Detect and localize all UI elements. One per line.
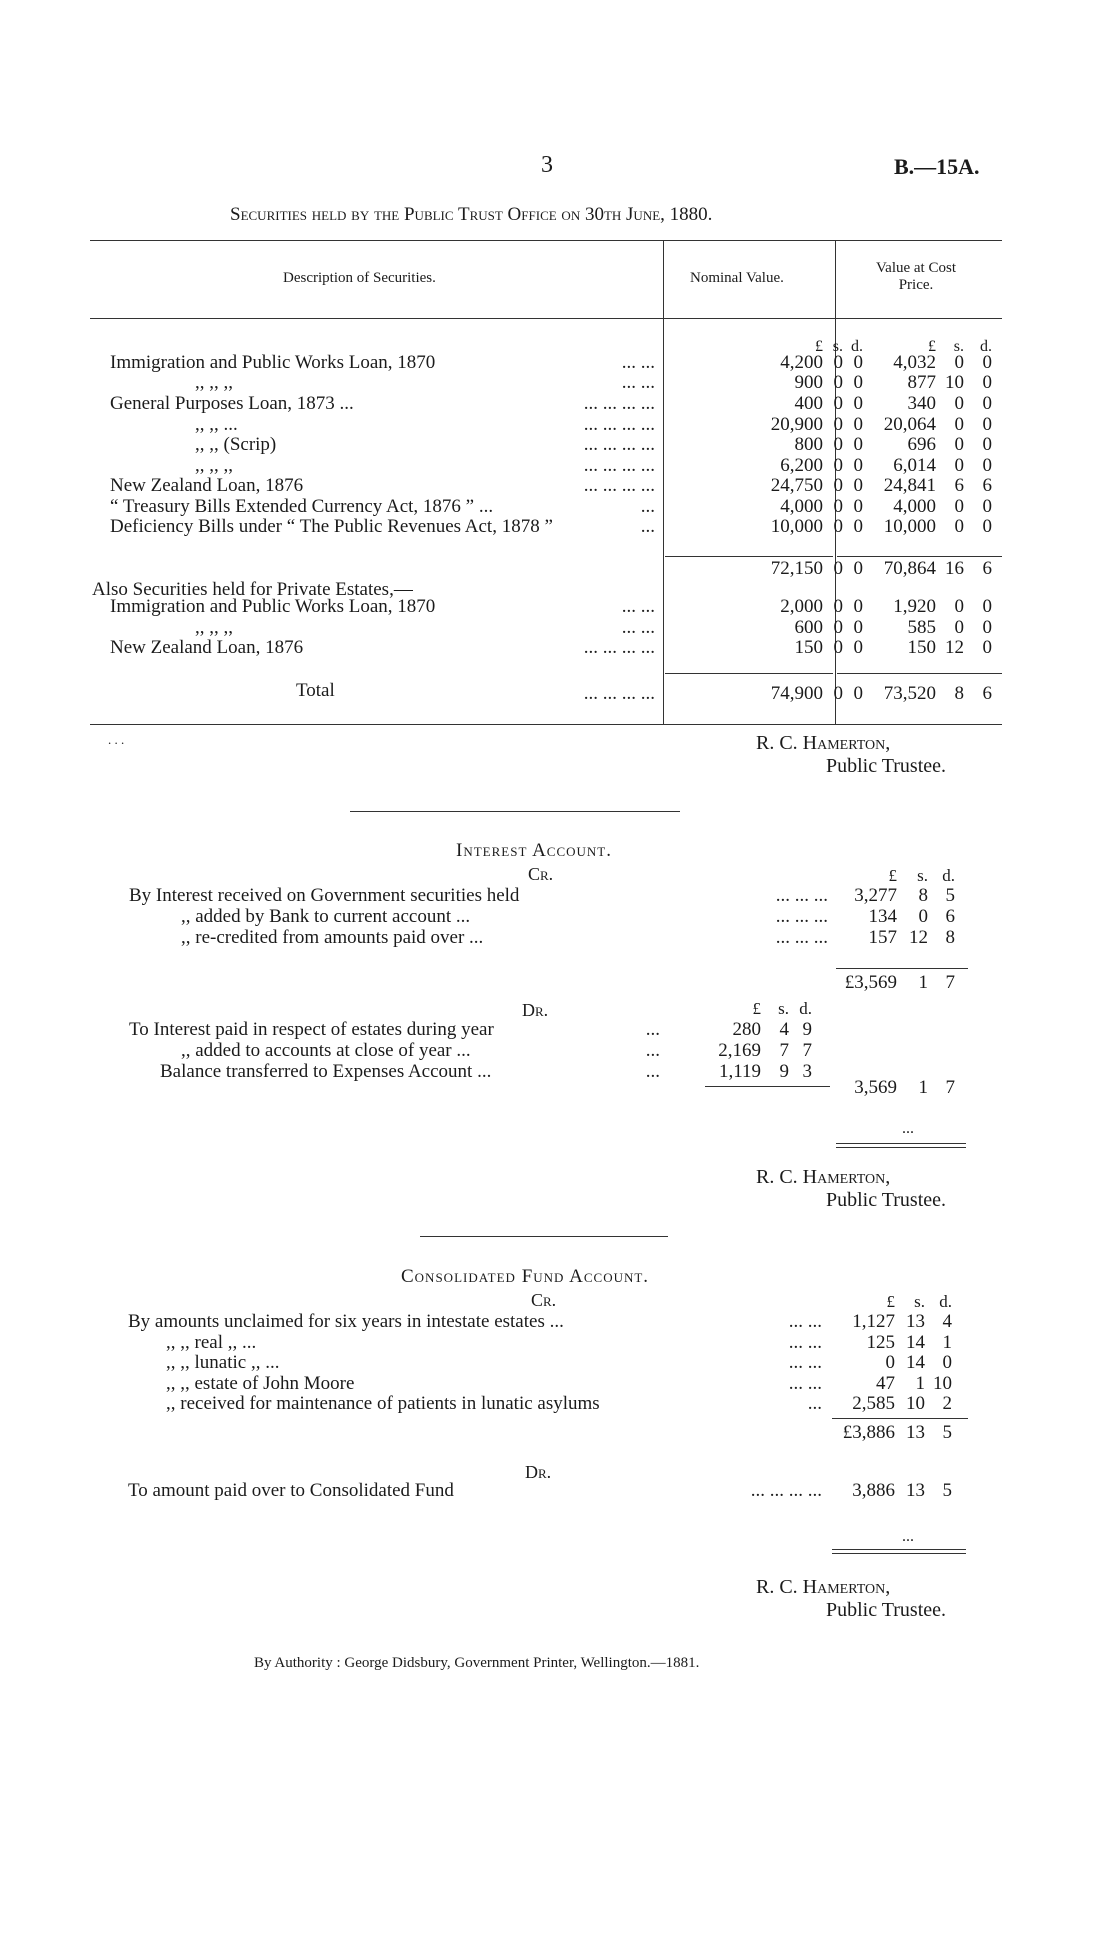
amount-pounds: 72,150: [770, 558, 823, 579]
amount-pounds: 4,200: [780, 352, 823, 373]
leader-dots: ...: [807, 1393, 822, 1414]
amount-shillings: 4: [779, 1019, 789, 1040]
leader-dots: ...: [640, 496, 655, 517]
amount-pence: 6: [982, 683, 992, 704]
account-description: ,, added to accounts at close of year ...: [181, 1040, 471, 1061]
amount-pounds: 125: [866, 1332, 895, 1353]
amount-shillings: 12: [945, 637, 964, 658]
leader-dots: ... ...: [788, 1332, 822, 1353]
amount-shillings: 8: [918, 885, 928, 906]
unit-shilling: s.: [832, 338, 843, 355]
amount-pounds: 6,014: [893, 455, 936, 476]
interest-dr-rule: [705, 1086, 830, 1087]
security-description: ,, ,, (Scrip): [195, 434, 277, 455]
amount-pounds: 47: [876, 1373, 895, 1394]
security-description: General Purposes Loan, 1873 ...: [110, 393, 354, 414]
amount-pounds: 20,064: [883, 414, 936, 435]
unit-pence: d.: [851, 338, 863, 355]
amount-pence: 0: [942, 1352, 952, 1373]
account-description: By Interest received on Government securities held: [129, 885, 520, 906]
amount-pounds: 877: [907, 372, 936, 393]
amount-shillings: 1: [915, 1373, 925, 1394]
amount-pence: 1: [942, 1332, 952, 1353]
amount-pounds: 2,000: [780, 596, 823, 617]
leader-dots: ... ... ... ...: [583, 393, 655, 414]
amount-pence: 0: [853, 414, 863, 435]
leader-dots: ... ...: [621, 596, 655, 617]
amount-pounds: 73,520: [883, 683, 936, 704]
amount-pence: 0: [853, 352, 863, 373]
amount-shillings: 9: [779, 1061, 789, 1082]
amount-shillings: 0: [954, 352, 964, 373]
amount-shillings: 13: [906, 1422, 925, 1443]
amount-shillings: 0: [833, 558, 843, 579]
unit-pence: d.: [799, 999, 812, 1018]
amount-pounds: 10,000: [770, 516, 823, 537]
amount-pounds: 696: [907, 434, 936, 455]
amount-shillings: 0: [918, 906, 928, 927]
table-top-rule: [90, 240, 1002, 241]
amount-shillings: 0: [954, 516, 964, 537]
amount-shillings: 1: [918, 1077, 928, 1098]
security-description: Deficiency Bills under “ The Public Revenues Act, 1878 ”: [110, 516, 553, 537]
amount-pence: 0: [853, 683, 863, 704]
amount-shillings: 8: [954, 683, 964, 704]
amount-pence: 0: [982, 455, 992, 476]
amount-pounds: £3,886: [842, 1422, 895, 1443]
amount-pounds: 585: [907, 617, 936, 638]
account-description: ,, ,, lunatic ,, ...: [166, 1352, 280, 1373]
document-reference: B.—15A.: [894, 154, 980, 179]
account-description: By amounts unclaimed for six years in intestate estates ...: [128, 1311, 564, 1332]
interest-ellipsis: ...: [902, 1120, 914, 1137]
amount-shillings: 0: [954, 414, 964, 435]
amount-shillings: 0: [833, 496, 843, 517]
leader-dots: ... ... ...: [775, 885, 828, 906]
amount-pounds: 24,841: [883, 475, 936, 496]
leader-dots: ... ... ... ...: [750, 1480, 822, 1501]
amount-pence: 0: [982, 372, 992, 393]
unit-shilling: s.: [953, 338, 964, 355]
amount-pounds: 0: [885, 1352, 895, 1373]
amount-shillings: 13: [906, 1480, 925, 1501]
amount-pounds: 150: [907, 637, 936, 658]
consolidated-ellipsis: ...: [902, 1528, 914, 1545]
unit-shilling: s.: [917, 866, 928, 885]
amount-pence: 2: [942, 1393, 952, 1414]
security-description: ,, ,, ,,: [195, 455, 233, 476]
consolidated-cr-rule: [832, 1418, 968, 1419]
amount-pounds: 157: [868, 927, 897, 948]
amount-pence: 0: [853, 617, 863, 638]
leader-dots: ... ...: [788, 1352, 822, 1373]
amount-shillings: 7: [779, 1040, 789, 1061]
amount-pence: 0: [853, 516, 863, 537]
amount-shillings: 16: [945, 558, 964, 579]
amount-shillings: 14: [906, 1332, 925, 1353]
leader-dots: ...: [645, 1040, 660, 1061]
amount-pounds: 400: [794, 393, 823, 414]
header-cost-price: Value at Cost Price.: [876, 260, 956, 293]
amount-shillings: 12: [909, 927, 928, 948]
security-description: ,, ,, ,,: [195, 372, 233, 393]
amount-pounds: 1,920: [893, 596, 936, 617]
unit-pound: £: [886, 1292, 895, 1311]
account-description: ,, received for maintenance of patients in lunatic asylums: [166, 1393, 600, 1414]
security-description: New Zealand Loan, 1876: [110, 475, 304, 496]
leader-dots: ...: [640, 516, 655, 537]
security-description: ,, ,, ...: [195, 414, 238, 435]
amount-pence: 0: [853, 558, 863, 579]
amount-pence: 0: [982, 516, 992, 537]
amount-pounds: 2,169: [718, 1040, 761, 1061]
unit-shilling: s.: [778, 999, 789, 1018]
amount-pence: 4: [942, 1311, 952, 1332]
leader-dots: ... ... ... ...: [583, 637, 655, 658]
security-description: New Zealand Loan, 1876: [110, 637, 304, 658]
interest-cr-rule: [836, 968, 968, 969]
leader-dots: ... ...: [621, 352, 655, 373]
amount-pence: 0: [853, 596, 863, 617]
amount-pounds: 600: [794, 617, 823, 638]
total-rule: [665, 673, 833, 674]
interest-dr-label: Dr.: [522, 1000, 549, 1020]
security-description: ,, ,, ,,: [195, 617, 233, 638]
signature-name: R. C. Hamerton,: [756, 1576, 891, 1598]
header-description: Description of Securities.: [283, 270, 436, 286]
amount-pence: 6: [982, 558, 992, 579]
amount-pence: 7: [945, 1077, 955, 1098]
amount-pounds: 150: [794, 637, 823, 658]
amount-shillings: 0: [833, 617, 843, 638]
amount-pounds: 74,900: [770, 683, 823, 704]
amount-pence: 7: [945, 972, 955, 993]
amount-pence: 9: [802, 1019, 812, 1040]
signature-name: R. C. Hamerton,: [756, 732, 891, 754]
account-description: ,, ,, real ,, ...: [166, 1332, 257, 1353]
leader-dots: ... ... ... ...: [583, 414, 655, 435]
amount-pounds: 900: [794, 372, 823, 393]
amount-pounds: £3,569: [844, 972, 897, 993]
unit-pence: d.: [939, 1292, 952, 1311]
amount-pence: 0: [982, 352, 992, 373]
amount-pounds: 4,000: [893, 496, 936, 517]
amount-shillings: 0: [833, 475, 843, 496]
amount-pence: 0: [853, 434, 863, 455]
subtotal-rule: [837, 556, 1002, 557]
amount-pounds: 20,900: [770, 414, 823, 435]
leader-dots: ... ... ... ...: [583, 475, 655, 496]
page-number: 3: [541, 152, 553, 178]
leader-dots: ... ... ... ...: [583, 683, 655, 704]
table-bottom-rule: [90, 724, 1002, 725]
unit-pence: d.: [980, 338, 992, 355]
table-header-rule: [90, 318, 1002, 319]
amount-pounds: 4,000: [780, 496, 823, 517]
unit-pence: d.: [942, 866, 955, 885]
amount-pence: 6: [982, 475, 992, 496]
amount-shillings: 6: [954, 475, 964, 496]
amount-shillings: 14: [906, 1352, 925, 1373]
double-rule: [832, 1549, 966, 1550]
securities-title: Securities held by the Public Trust Office on 30th June, 1880.: [230, 204, 713, 225]
amount-shillings: 0: [954, 434, 964, 455]
leader-dots: ... ... ...: [775, 927, 828, 948]
amount-pounds: 800: [794, 434, 823, 455]
amount-pence: 7: [802, 1040, 812, 1061]
amount-pounds: 3,569: [854, 1077, 897, 1098]
leader-dots: ... ...: [788, 1311, 822, 1332]
account-description: ,, ,, estate of John Moore: [166, 1373, 355, 1394]
account-description: Balance transferred to Expenses Account ...: [160, 1061, 492, 1082]
amount-shillings: 1: [918, 972, 928, 993]
amount-pounds: 2,585: [852, 1393, 895, 1414]
unit-pound: £: [888, 866, 897, 885]
amount-shillings: 0: [833, 455, 843, 476]
amount-shillings: 0: [954, 393, 964, 414]
column-divider: [663, 240, 664, 724]
amount-pence: 0: [982, 496, 992, 517]
amount-shillings: 0: [954, 455, 964, 476]
unit-shilling: s.: [914, 1292, 925, 1311]
total-rule: [837, 673, 1002, 674]
account-description: To Interest paid in respect of estates during year: [129, 1019, 494, 1040]
security-description: Immigration and Public Works Loan, 1870: [110, 352, 436, 373]
amount-shillings: 0: [833, 683, 843, 704]
stray-marks: . . .: [108, 732, 125, 747]
amount-shillings: 0: [833, 372, 843, 393]
amount-pence: 0: [982, 637, 992, 658]
double-rule: [836, 1143, 966, 1144]
amount-pence: 0: [853, 393, 863, 414]
leader-dots: ... ... ... ...: [583, 434, 655, 455]
signature-title: Public Trustee.: [826, 1599, 947, 1621]
amount-pence: 0: [982, 617, 992, 638]
amount-shillings: 0: [833, 393, 843, 414]
amount-pence: 3: [802, 1061, 812, 1082]
amount-shillings: 0: [833, 596, 843, 617]
amount-pounds: 3,277: [854, 885, 897, 906]
leader-dots: ... ...: [621, 372, 655, 393]
leader-dots: ... ... ... ...: [583, 455, 655, 476]
amount-pounds: 1,119: [718, 1061, 761, 1082]
amount-pounds: 24,750: [770, 475, 823, 496]
consolidated-cr-label: Cr.: [531, 1290, 557, 1310]
account-description: ,, added by Bank to current account ...: [181, 906, 471, 927]
double-rule: [836, 1147, 966, 1148]
section-divider: [350, 811, 680, 812]
amount-pence: 0: [853, 372, 863, 393]
amount-shillings: 0: [833, 352, 843, 373]
amount-pounds: 6,200: [780, 455, 823, 476]
security-description: “ Treasury Bills Extended Currency Act, 1876 ” ...: [110, 496, 494, 517]
leader-dots: ...: [645, 1019, 660, 1040]
amount-pence: 0: [982, 414, 992, 435]
printer-footer: By Authority : George Didsbury, Government Printer, Wellington.—1881.: [254, 1655, 700, 1671]
amount-pence: 5: [942, 1480, 952, 1501]
leader-dots: ... ...: [788, 1373, 822, 1394]
amount-pence: 0: [982, 434, 992, 455]
private-estates-heading: Also Securities held for Private Estates,—: [92, 579, 413, 600]
leader-dots: ... ... ...: [775, 906, 828, 927]
signature-name: R. C. Hamerton,: [756, 1166, 891, 1188]
amount-pence: 0: [853, 496, 863, 517]
amount-pounds: 70,864: [883, 558, 936, 579]
amount-pounds: 1,127: [852, 1311, 895, 1332]
interest-cr-label: Cr.: [528, 864, 554, 884]
amount-pence: 0: [853, 455, 863, 476]
amount-pence: 6: [945, 906, 955, 927]
amount-pence: 0: [853, 475, 863, 496]
amount-pounds: 4,032: [893, 352, 936, 373]
amount-pounds: 10,000: [883, 516, 936, 537]
leader-dots: ... ...: [621, 617, 655, 638]
security-description: Immigration and Public Works Loan, 1870: [110, 596, 436, 617]
amount-shillings: 10: [906, 1393, 925, 1414]
unit-pound: £: [815, 338, 823, 355]
amount-pounds: 280: [732, 1019, 761, 1040]
consolidated-dr-label: Dr.: [525, 1462, 552, 1482]
account-description: ,, re-credited from amounts paid over ...: [181, 927, 484, 948]
amount-pence: 5: [945, 885, 955, 906]
double-rule: [832, 1553, 966, 1554]
amount-shillings: 0: [954, 617, 964, 638]
header-nominal-value: Nominal Value.: [690, 270, 784, 286]
unit-pound: £: [928, 338, 936, 355]
interest-account-title: Interest Account.: [456, 840, 612, 861]
unit-pound: £: [752, 999, 761, 1018]
signature-title: Public Trustee.: [826, 755, 947, 777]
consolidated-account-title: Consolidated Fund Account.: [401, 1266, 650, 1287]
amount-shillings: 0: [954, 496, 964, 517]
leader-dots: ...: [645, 1061, 660, 1082]
amount-shillings: 0: [833, 414, 843, 435]
signature-title: Public Trustee.: [826, 1189, 947, 1211]
amount-pence: 5: [942, 1422, 952, 1443]
amount-pence: 0: [982, 596, 992, 617]
amount-pounds: 134: [868, 906, 897, 927]
amount-shillings: 10: [945, 372, 964, 393]
total-label: Total: [296, 680, 335, 701]
account-description: To amount paid over to Consolidated Fund: [128, 1480, 454, 1501]
amount-shillings: 0: [833, 637, 843, 658]
amount-shillings: 0: [833, 434, 843, 455]
amount-pounds: 340: [907, 393, 936, 414]
amount-pounds: 3,886: [852, 1480, 895, 1501]
amount-pence: 8: [945, 927, 955, 948]
amount-pence: 0: [853, 637, 863, 658]
amount-shillings: 0: [954, 596, 964, 617]
amount-pence: 0: [982, 393, 992, 414]
subtotal-rule: [665, 556, 833, 557]
amount-pence: 10: [933, 1373, 952, 1394]
section-divider: [420, 1236, 668, 1237]
amount-shillings: 0: [833, 516, 843, 537]
amount-shillings: 13: [906, 1311, 925, 1332]
